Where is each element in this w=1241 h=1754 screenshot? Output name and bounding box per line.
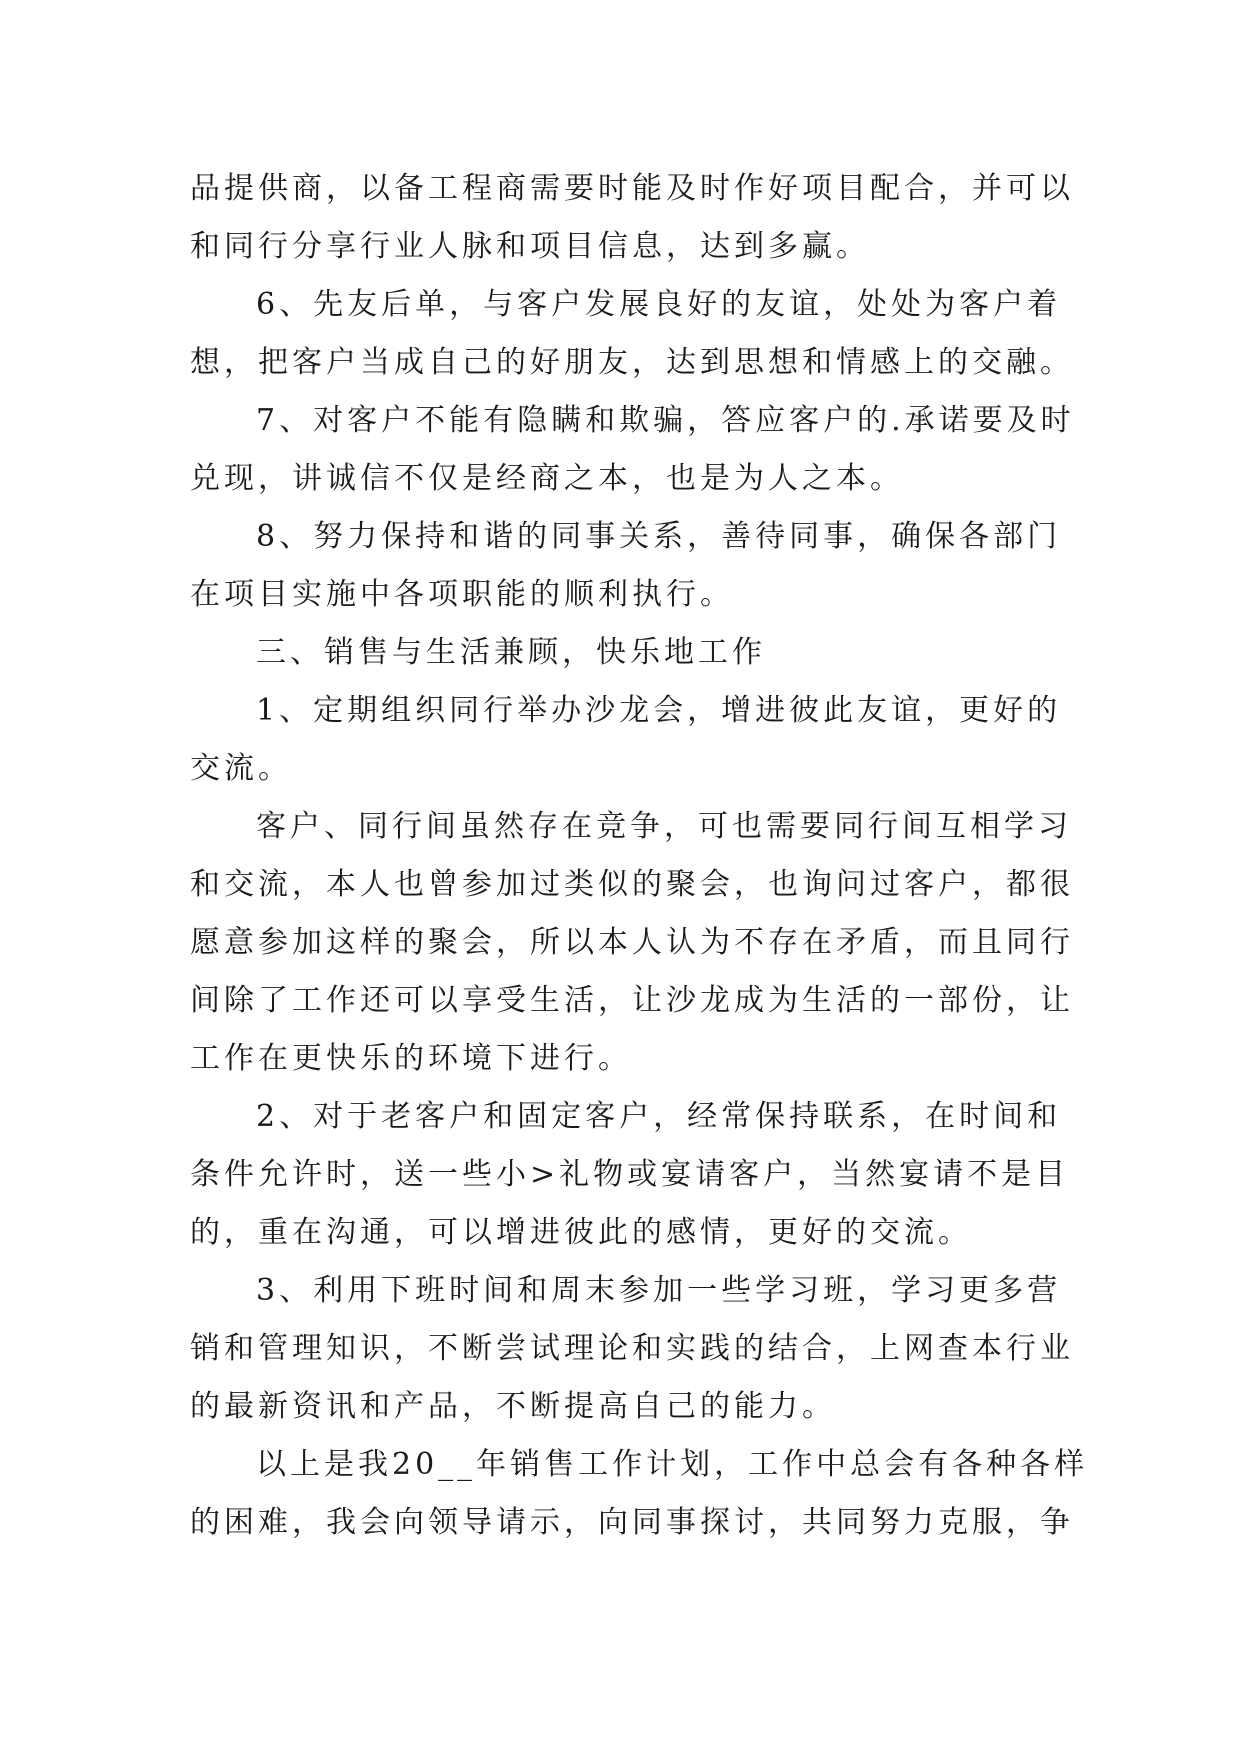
text-line: 以上是我20__年销售工作计划，工作中总会有各种各样 <box>256 1447 1089 1482</box>
text-line: 工作在更快乐的环境下进行。 <box>190 1041 632 1076</box>
text-line: 的困难，我会向领导请示，向同事探讨，共同努力克服，争 <box>190 1505 1074 1540</box>
text-line: 兑现，讲诚信不仅是经商之本，也是为人之本。 <box>190 461 904 496</box>
text-line: 愿意参加这样的聚会，所以本人认为不存在矛盾，而且同行 <box>190 925 1074 960</box>
text-line: 在项目实施中各项职能的顺利执行。 <box>190 577 734 612</box>
text-line: 品提供商，以备工程商需要时能及时作好项目配合，并可以 <box>190 171 1074 206</box>
text-line: 1、定期组织同行举办沙龙会，增进彼此友谊，更好的 <box>256 693 1062 728</box>
text-line: 2、对于老客户和固定客户，经常保持联系，在时间和 <box>256 1099 1062 1134</box>
text-line: 和交流，本人也曾参加过类似的聚会，也询问过客户，都很 <box>190 867 1074 902</box>
text-line: 3、利用下班时间和周末参加一些学习班，学习更多营 <box>256 1273 1062 1308</box>
section-heading: 三、销售与生活兼顾，快乐地工作 <box>256 635 766 670</box>
text-line: 7、对客户不能有隐瞒和欺骗，答应客户的.承诺要及时 <box>256 403 1075 438</box>
text-line: 销和管理知识，不断尝试理论和实践的结合，上网查本行业 <box>190 1331 1074 1366</box>
text-line: 的最新资讯和产品，不断提高自己的能力。 <box>190 1389 836 1424</box>
text-line: 的，重在沟通，可以增进彼此的感情，更好的交流。 <box>190 1215 972 1250</box>
text-line: 交流。 <box>190 751 292 786</box>
text-line: 间除了工作还可以享受生活，让沙龙成为生活的一部份，让 <box>190 983 1074 1018</box>
document-body <box>190 160 1089 1552</box>
text-line: 客户、同行间虽然存在竞争，可也需要同行间互相学习 <box>256 809 1072 844</box>
text-line: 和同行分享行业人脉和项目信息，达到多赢。 <box>190 229 870 264</box>
text-line: 想，把客户当成自己的好朋友，达到思想和情感上的交融。 <box>190 345 1074 380</box>
text-line: 条件允许时，送一些小>礼物或宴请客户，当然宴请不是目 <box>190 1157 1070 1192</box>
text-line: 8、努力保持和谐的同事关系，善待同事，确保各部门 <box>256 519 1062 554</box>
text-line: 6、先友后单，与客户发展良好的友谊，处处为客户着 <box>256 287 1062 322</box>
